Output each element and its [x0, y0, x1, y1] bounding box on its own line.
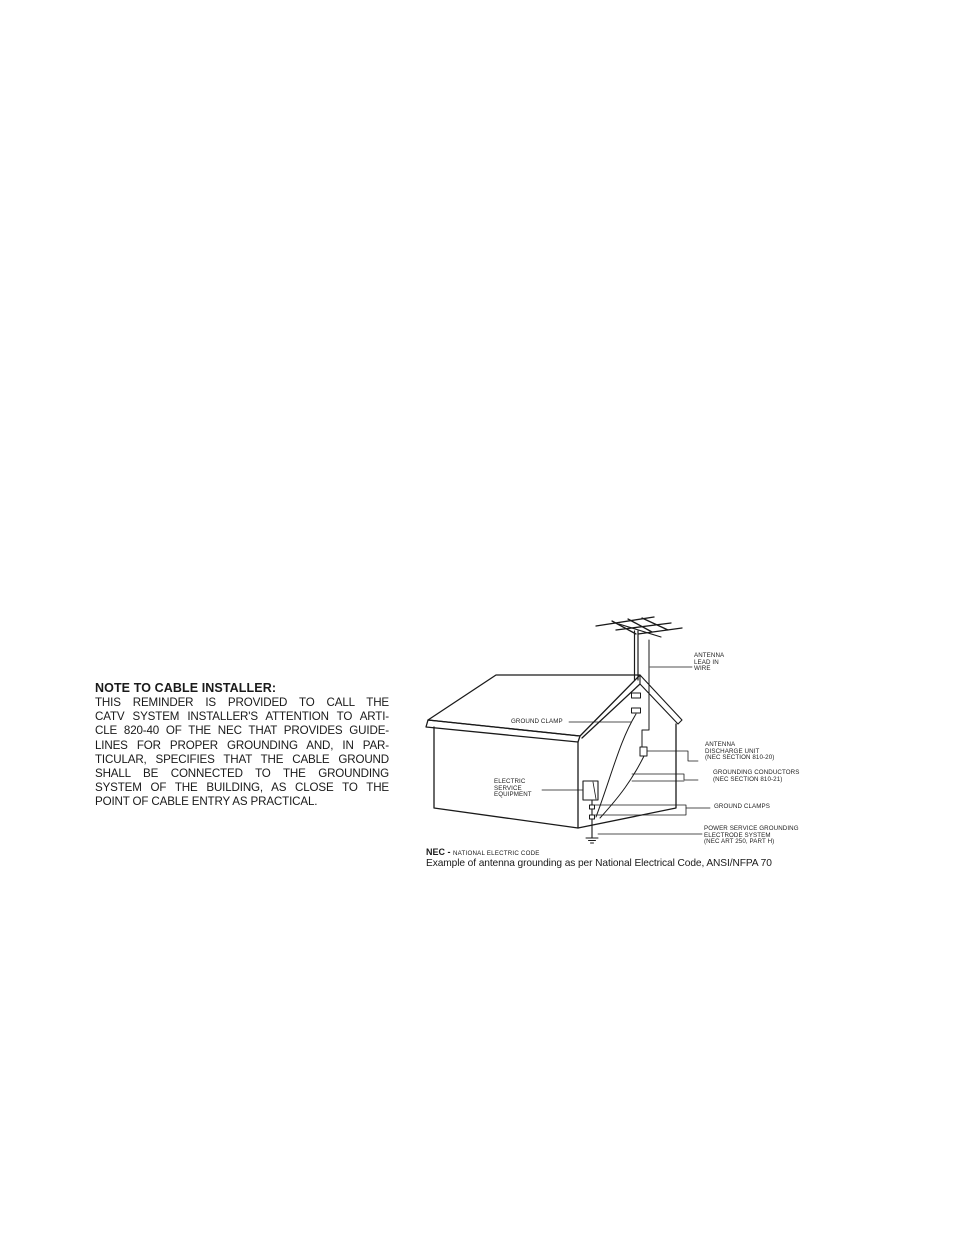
antenna-lead-in-label: ANTENNA LEAD IN WIRE: [694, 652, 725, 673]
note-line: THIS REMINDER IS PROVIDED TO CALL THE: [95, 696, 389, 709]
antenna-mast: [635, 631, 639, 680]
house-illustration: [420, 612, 820, 847]
note-line: LINES FOR PROPER GROUNDING AND, IN PAR-: [95, 738, 389, 752]
ground-clamp-icon: [590, 815, 595, 819]
grounding-conductors-label: GROUNDING CONDUCTORS (NEC SECTION 810-21): [713, 769, 800, 783]
note-line: SYSTEM OF THE BUILDING, AS CLOSE TO THE: [95, 781, 389, 795]
cable-installer-note: [95, 681, 389, 810]
nec-full: NATIONAL ELECTRIC CODE: [453, 850, 540, 857]
electric-service-label: ELECTRIC SERVICE EQUIPMENT: [494, 778, 532, 799]
antenna-grounding-diagram: [420, 612, 820, 847]
note-body: [95, 696, 389, 810]
discharge-unit-label: ANTENNA DISCHARGE UNIT (NEC SECTION 810-20): [705, 741, 775, 762]
mast-clamp-icon: [632, 708, 641, 713]
note-line: TICULAR, SPECIFIES THAT THE CABLE GROUND: [95, 752, 389, 766]
power-grounding-label: POWER SERVICE GROUNDING ELECTRODE SYSTEM (NEC ART 250, PART H): [704, 825, 799, 846]
ground-clamp-label: GROUND CLAMP: [511, 718, 563, 725]
ground-clamp-icon: [590, 805, 595, 809]
note-line: POINT OF CABLE ENTRY AS PRACTICAL.: [95, 795, 318, 809]
nec-abbr: NEC -: [426, 847, 451, 857]
note-line: CATV SYSTEM INSTALLER'S ATTENTION TO ARTI-: [95, 710, 389, 724]
nec-caption: [426, 847, 540, 857]
ground-symbol-icon: [586, 838, 598, 843]
note-heading: NOTE TO CABLE INSTALLER:: [95, 681, 277, 695]
antenna-lead-in-wire: [642, 640, 649, 754]
note-line: SHALL BE CONNECTED TO THE GROUNDING: [95, 767, 389, 781]
antenna-icon: [596, 617, 682, 637]
note-line: CLE 820-40 OF THE NEC THAT PROVIDES GUIDE-: [95, 724, 389, 738]
grounding-conductor: [596, 714, 636, 817]
leader-lines: [542, 667, 710, 834]
figure-caption: Example of antenna grounding as per National Electrical Code, ANSI/NFPA 70: [426, 858, 772, 869]
discharge-unit-icon: [640, 747, 647, 756]
ground-clamps-label: GROUND CLAMPS: [714, 803, 770, 810]
mast-clamp-icon: [632, 693, 641, 698]
